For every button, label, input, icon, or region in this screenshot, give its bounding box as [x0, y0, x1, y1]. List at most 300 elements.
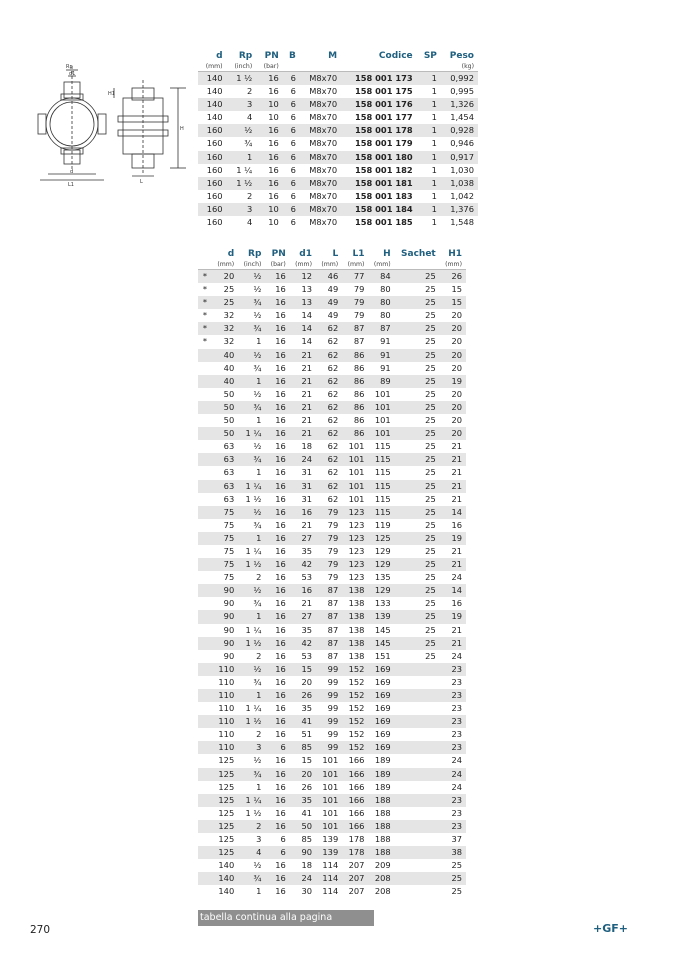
table-cell: 125	[218, 834, 235, 845]
table-cell: 79	[353, 310, 365, 321]
table-cell: 99	[327, 703, 339, 714]
table-cell: 99	[327, 729, 339, 740]
table-cell: 21	[440, 558, 466, 571]
table-cell: 15	[301, 755, 312, 766]
table-cell: 15	[440, 296, 466, 309]
table-row	[198, 414, 466, 427]
table-cell: 62	[316, 480, 342, 493]
table-row	[198, 597, 466, 610]
table-cell: 23	[440, 689, 466, 702]
table-row	[198, 728, 466, 741]
table-cell	[198, 414, 212, 427]
table-cell	[198, 754, 212, 767]
table-cell: 23	[451, 703, 462, 714]
table-row	[198, 137, 478, 150]
table-cell: 79	[316, 558, 342, 571]
table-cell: 32	[223, 336, 235, 347]
table-cell: 115	[374, 441, 391, 452]
table-row	[198, 820, 466, 833]
table-cell: 138	[348, 624, 365, 635]
table-cell: 138	[342, 610, 368, 623]
table-cell: 123	[342, 558, 368, 571]
table-cell: 25	[425, 388, 436, 399]
table-cell: ½	[253, 388, 262, 399]
col-header: L1	[352, 249, 365, 259]
table-cell: 62	[327, 388, 339, 399]
table-cell: 188	[374, 807, 391, 818]
table-cell: 123	[342, 532, 368, 545]
table-row	[198, 846, 466, 859]
col-unit	[341, 63, 417, 72]
table-cell: 86	[342, 349, 368, 362]
table-cell: 99	[316, 741, 342, 754]
table-cell: 87	[316, 584, 342, 597]
table-cell: 87	[327, 624, 339, 635]
table-cell: 0,946	[450, 138, 474, 149]
table-cell: 6	[290, 164, 296, 175]
table-cell	[198, 689, 212, 702]
table-cell: 90	[290, 846, 316, 859]
table-cell	[395, 702, 440, 715]
col-unit	[395, 261, 440, 270]
table-cell: 99	[316, 715, 342, 728]
table-row	[198, 493, 466, 506]
table-cell: 42	[290, 558, 316, 571]
table-cell: 21	[440, 480, 466, 493]
table-cell: 101	[322, 781, 339, 792]
table-cell: 1,376	[441, 203, 478, 216]
table-cell: 25	[395, 322, 440, 335]
table-row	[198, 322, 466, 335]
table-cell: 16	[275, 545, 286, 556]
table-cell: 62	[327, 336, 339, 347]
table-cell: 25	[425, 415, 436, 426]
table-cell: 21	[301, 362, 312, 373]
table-cell: 1 ¼	[238, 480, 265, 493]
table-cell: 25	[395, 584, 440, 597]
col-header: Codice	[378, 51, 413, 61]
table-cell: 16	[265, 375, 289, 388]
table-cell: 140	[206, 112, 223, 123]
table-cell: 25	[425, 545, 436, 556]
table-cell: 1,038	[441, 177, 478, 190]
col-header: d	[227, 249, 235, 259]
table-cell: 16	[265, 610, 289, 623]
table-cell: 63	[223, 441, 235, 452]
table-cell: 1,042	[450, 190, 474, 201]
table-cell: 16	[265, 401, 289, 414]
table-row	[198, 558, 466, 571]
table-cell: 3	[256, 834, 262, 845]
table-cell: 20	[290, 768, 316, 781]
table-cell	[198, 859, 212, 872]
table-row	[198, 440, 466, 453]
table-cell: 75	[223, 545, 235, 556]
table-cell: 41	[290, 715, 316, 728]
table-row	[198, 375, 466, 388]
table-cell: 119	[374, 519, 391, 530]
table-cell: 16	[265, 349, 289, 362]
table-cell: 160	[206, 164, 223, 175]
table-cell	[198, 571, 212, 584]
table-cell: 99	[316, 689, 342, 702]
table-cell: 129	[368, 584, 394, 597]
table-cell: 25	[395, 637, 440, 650]
table-row	[198, 362, 466, 375]
table-cell: 4	[246, 217, 253, 228]
table-cell: 31	[301, 467, 312, 478]
table-cell: 20	[451, 310, 462, 321]
table-cell: 20	[451, 336, 462, 347]
table-cell: 16	[290, 584, 316, 597]
table-cell: 86	[342, 401, 368, 414]
table-cell: 166	[342, 768, 368, 781]
table-cell: 16	[265, 584, 289, 597]
table-cell: *	[198, 270, 212, 284]
table-cell: 30	[301, 886, 312, 897]
table-cell: 140	[218, 860, 235, 871]
table-cell: 114	[316, 872, 342, 885]
table-cell: 160	[206, 190, 223, 201]
col-unit: (inch)	[238, 261, 265, 270]
table-cell: 178	[348, 834, 365, 845]
table-cell: 24	[451, 781, 462, 792]
table-cell: 123	[348, 572, 365, 583]
table-cell: 160	[206, 217, 223, 228]
table-cell: 87	[327, 598, 339, 609]
table-cell: 169	[374, 703, 391, 714]
table-cell: 24	[451, 572, 462, 583]
table-cell: 169	[368, 741, 394, 754]
table-cell	[395, 781, 440, 794]
table-cell: ½	[253, 310, 262, 321]
diagram-label-h: H	[180, 126, 184, 132]
diagram-label-d1: d1	[69, 71, 76, 77]
table-row	[198, 624, 466, 637]
table-cell	[395, 768, 440, 781]
table-cell: 16	[275, 729, 286, 740]
table-cell: 19	[440, 375, 466, 388]
table-cell: 1	[417, 177, 441, 190]
table-cell	[395, 794, 440, 807]
table-cell: 160	[198, 203, 227, 216]
table-cell: 21	[290, 349, 316, 362]
table-cell: 24	[290, 453, 316, 466]
table-cell: 1 ¼	[245, 703, 262, 714]
table-cell: 19	[440, 610, 466, 623]
table-cell: 6	[283, 124, 300, 137]
table-cell: 99	[327, 676, 339, 687]
table-cell: 16	[265, 480, 289, 493]
table-cell: 101	[322, 755, 339, 766]
table-cell: 2	[238, 820, 265, 833]
table-cell: 63	[223, 493, 235, 504]
table-cell	[198, 702, 212, 715]
table-cell: 2	[256, 650, 262, 661]
table-row	[198, 885, 466, 898]
table-cell: 166	[348, 781, 365, 792]
table-cell: 1	[431, 217, 437, 228]
table-cell	[198, 833, 212, 846]
table-cell	[395, 807, 440, 820]
table-cell: 2	[246, 86, 253, 97]
table-cell: 1	[417, 124, 441, 137]
table-row	[198, 309, 466, 322]
table-cell: M8x70	[309, 86, 338, 97]
table-cell: 114	[322, 860, 339, 871]
table-row	[198, 388, 466, 401]
table-row	[198, 349, 466, 362]
table-cell	[198, 741, 212, 754]
table-cell: 6	[290, 138, 296, 149]
table-cell: 1	[431, 138, 437, 149]
table-row	[198, 532, 466, 545]
col-unit: (inch)	[227, 63, 257, 72]
table-cell: 26	[290, 689, 316, 702]
table-cell	[198, 506, 212, 519]
table-cell: 138	[342, 584, 368, 597]
table-cell: 75	[223, 572, 235, 583]
table-cell: 63	[212, 480, 238, 493]
table-cell: 160	[198, 177, 227, 190]
table-cell: 16	[265, 637, 289, 650]
table-cell: 75	[212, 506, 238, 519]
table-cell: 21	[451, 493, 462, 504]
table-cell: 16	[275, 860, 286, 871]
table-cell: 1	[238, 689, 265, 702]
table-cell: ¾	[238, 322, 265, 335]
table-cell: 0,995	[450, 86, 474, 97]
table-cell: 123	[342, 506, 368, 519]
table-cell	[198, 676, 212, 689]
table-row	[198, 794, 466, 807]
table-cell: 20	[440, 427, 466, 440]
col-header: H	[383, 249, 391, 259]
table-cell: 25	[425, 572, 436, 583]
table-cell: 0,992	[441, 72, 478, 86]
table-cell: 115	[374, 493, 391, 504]
table-cell: 1	[431, 86, 437, 97]
table-cell: 1,030	[450, 164, 474, 175]
table-cell	[198, 794, 212, 807]
table-cell	[198, 532, 212, 545]
table-cell	[198, 846, 212, 859]
table-cell: 32	[212, 322, 238, 335]
table-cell: 79	[327, 572, 339, 583]
table-cell: ½	[253, 755, 262, 766]
col-header: H1	[448, 249, 462, 259]
table-cell: 1	[256, 781, 262, 792]
table-row	[198, 506, 466, 519]
table-cell: 75	[223, 519, 235, 530]
table-cell	[198, 781, 212, 794]
table-row	[198, 296, 466, 309]
table-cell: M8x70	[300, 177, 341, 190]
table-cell: 79	[327, 545, 339, 556]
table-cell	[395, 728, 440, 741]
col-header: d1	[299, 249, 312, 259]
table-cell: 16	[265, 322, 289, 335]
table-cell: 152	[342, 741, 368, 754]
table-cell: 63	[212, 453, 238, 466]
table-cell: 169	[368, 663, 394, 676]
table-cell: 1 ½	[227, 177, 257, 190]
table-cell: 16	[268, 86, 279, 97]
table-cell	[395, 676, 440, 689]
table-cell: ¾	[238, 872, 265, 885]
table-cell: M8x70	[300, 124, 341, 137]
table-cell: ¾	[253, 362, 262, 373]
table-cell: 16	[275, 676, 286, 687]
table-cell: 20	[451, 415, 462, 426]
table-cell: 1 ½	[227, 72, 257, 86]
table-cell: 14	[290, 322, 316, 335]
table-cell: ½	[253, 284, 262, 295]
table-cell: 23	[440, 663, 466, 676]
table-cell	[395, 715, 440, 728]
table-cell	[198, 768, 212, 781]
table-cell: *	[202, 336, 208, 347]
table-cell: 90	[223, 598, 235, 609]
table-cell	[395, 689, 440, 702]
col-unit	[283, 63, 300, 72]
table-cell	[198, 440, 212, 453]
table-cell	[198, 820, 212, 833]
table-row	[198, 283, 466, 296]
col-header: B	[288, 51, 296, 61]
table-cell: 208	[368, 872, 394, 885]
table-cell: 145	[374, 624, 391, 635]
col-header: Peso	[449, 51, 474, 61]
table-cell	[198, 362, 212, 375]
table-cell: 1 ¼	[238, 427, 265, 440]
table-cell: 158 001 183	[354, 190, 413, 201]
table-cell: 90	[212, 610, 238, 623]
table-cell: 160	[206, 138, 223, 149]
table-cell: 80	[368, 296, 394, 309]
table-cell: 6	[283, 72, 300, 86]
table-cell: 87	[316, 637, 342, 650]
col-unit: (mm)	[198, 63, 227, 72]
table-cell: 110	[212, 689, 238, 702]
table-cell: 21	[290, 375, 316, 388]
table-cell: 16	[275, 388, 286, 399]
table-cell: 25	[395, 270, 440, 284]
table-cell	[395, 820, 440, 833]
table-cell: 87	[368, 322, 394, 335]
table-cell: 25	[451, 886, 462, 897]
table-cell: 91	[380, 362, 391, 373]
table-cell: 1 ¼	[245, 545, 262, 556]
table-cell: 24	[451, 755, 462, 766]
table-cell: 2	[256, 572, 262, 583]
table-row	[198, 427, 466, 440]
table-cell: 25	[395, 480, 440, 493]
table-cell: 138	[348, 598, 365, 609]
table-cell: 207	[342, 872, 368, 885]
table-cell: 62	[316, 427, 342, 440]
table-cell: 25	[395, 506, 440, 519]
table-cell: 1	[256, 415, 262, 426]
table-row	[198, 781, 466, 794]
table-cell	[198, 663, 212, 676]
table-cell: 51	[301, 729, 312, 740]
table-cell	[198, 885, 212, 898]
table-cell: 16	[275, 572, 286, 583]
table-cell: 80	[380, 284, 391, 295]
table-cell: 14	[440, 506, 466, 519]
table-cell: 14	[440, 584, 466, 597]
table-cell: 1	[417, 203, 441, 216]
table-cell: 25	[425, 284, 436, 295]
table-cell: 1 ¼	[236, 164, 253, 175]
table-cell: 13	[290, 296, 316, 309]
table-cell: 16	[265, 715, 289, 728]
table-cell: 80	[380, 310, 391, 321]
table-cell: 1	[238, 375, 265, 388]
table-cell	[198, 558, 212, 571]
table-cell	[395, 663, 440, 676]
table-cell: 62	[327, 415, 339, 426]
table-cell: 86	[353, 362, 365, 373]
table-cell: 6	[265, 846, 289, 859]
tapping-saddle-drawing	[28, 58, 196, 188]
col-unit: (bar)	[256, 63, 283, 72]
table-cell: 38	[440, 846, 466, 859]
table-cell: 25	[223, 284, 235, 295]
product-code-table-body	[198, 72, 478, 230]
table-cell: 20	[440, 322, 466, 335]
table-cell: 35	[290, 794, 316, 807]
table-cell	[198, 519, 212, 532]
table-cell: 6	[283, 151, 300, 164]
table-cell: 89	[368, 375, 394, 388]
table-cell: 16	[275, 650, 286, 661]
table-cell: 1	[431, 164, 437, 175]
table-cell: M8x70	[309, 112, 338, 123]
table-cell: 1 ½	[238, 637, 265, 650]
table-cell: 40	[223, 362, 235, 373]
table-cell: 16	[256, 177, 283, 190]
diagram-label-l1: L1	[68, 182, 74, 188]
table-cell: 166	[348, 755, 365, 766]
table-cell: 1	[256, 336, 262, 347]
table-cell: 3	[227, 98, 257, 111]
table-cell: 20	[440, 349, 466, 362]
table-cell: 16	[275, 284, 286, 295]
fitting-technical-drawing	[28, 58, 196, 188]
table-cell: 152	[342, 663, 368, 676]
table-cell	[395, 859, 440, 872]
table-cell: ¾	[238, 296, 265, 309]
table-cell: 42	[290, 637, 316, 650]
table-cell: 14	[301, 310, 312, 321]
table-cell: 25	[425, 362, 436, 373]
table-cell: 25	[395, 427, 440, 440]
table-cell: 208	[374, 886, 391, 897]
table-row	[198, 216, 478, 229]
table-cell: 1 ½	[245, 493, 262, 504]
table-cell: *	[198, 296, 212, 309]
table-cell: 24	[290, 872, 316, 885]
table-cell: 115	[368, 453, 394, 466]
table-cell: 123	[348, 545, 365, 556]
table-cell: 16	[275, 703, 286, 714]
table-cell: 62	[327, 441, 339, 452]
col-header: Rp	[238, 51, 253, 61]
table-cell	[198, 401, 212, 414]
table-cell: 16	[265, 296, 289, 309]
